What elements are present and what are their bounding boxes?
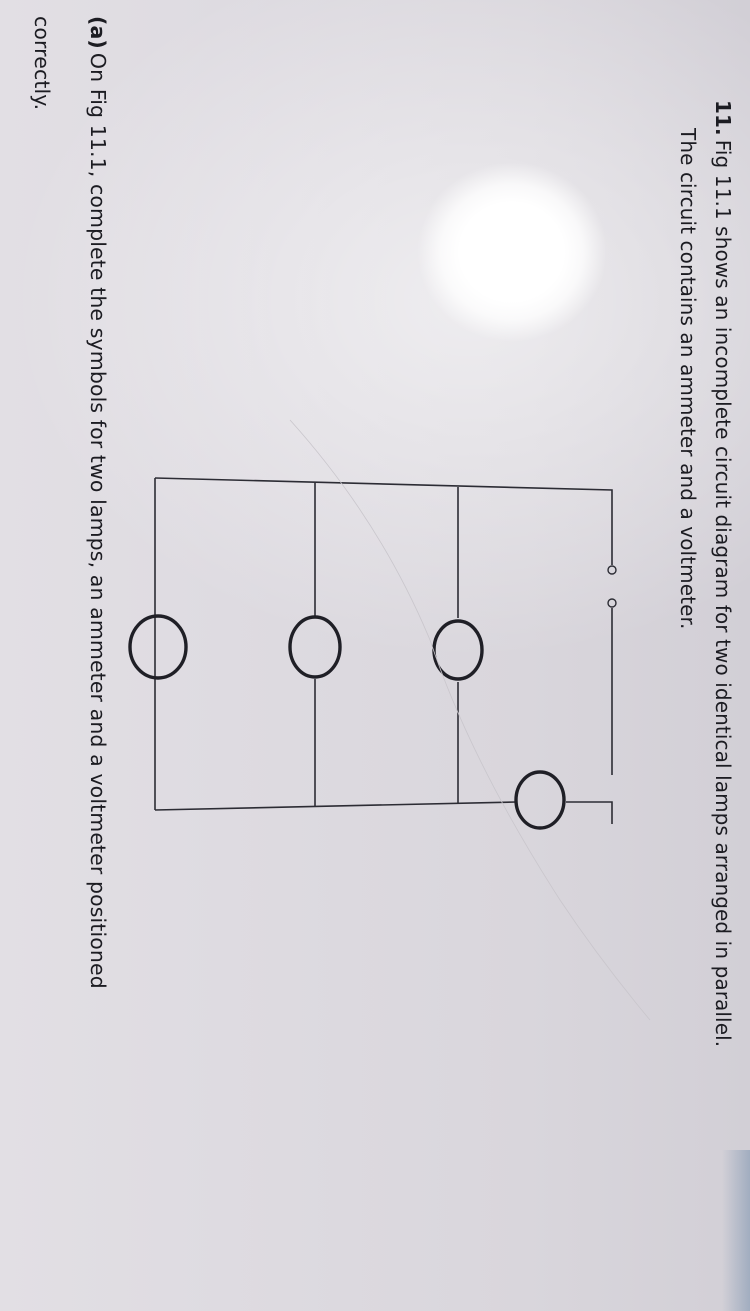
- component-circle-branch-2: [290, 617, 340, 677]
- switch-terminal-bottom: [608, 599, 616, 607]
- switch-terminal-top: [608, 566, 616, 574]
- circuit-wire-outer-top: [155, 478, 612, 565]
- circuit-wire-right-bottom: [566, 802, 612, 824]
- component-circle-right-rail: [516, 772, 564, 828]
- part-a-label: (a): [86, 16, 110, 49]
- component-circle-left-rail: [130, 616, 186, 678]
- part-a-instruction-continued: correctly.: [30, 16, 54, 111]
- question-number: 11.: [711, 100, 735, 136]
- paper-scratch-mark: [290, 420, 650, 1020]
- part-a-instruction: On Fig 11.1, complete the symbols for two lamps, an ammeter and a voltmeter positioned: [86, 52, 110, 989]
- question-contents-text: The circuit contains an ammeter and a voltmeter.: [676, 128, 700, 630]
- circuit-wire-outer-bottom: [155, 802, 516, 810]
- question-intro-text: Fig 11.1 shows an incomplete circuit diagram for two identical lamps arranged in parallel.: [711, 139, 735, 1048]
